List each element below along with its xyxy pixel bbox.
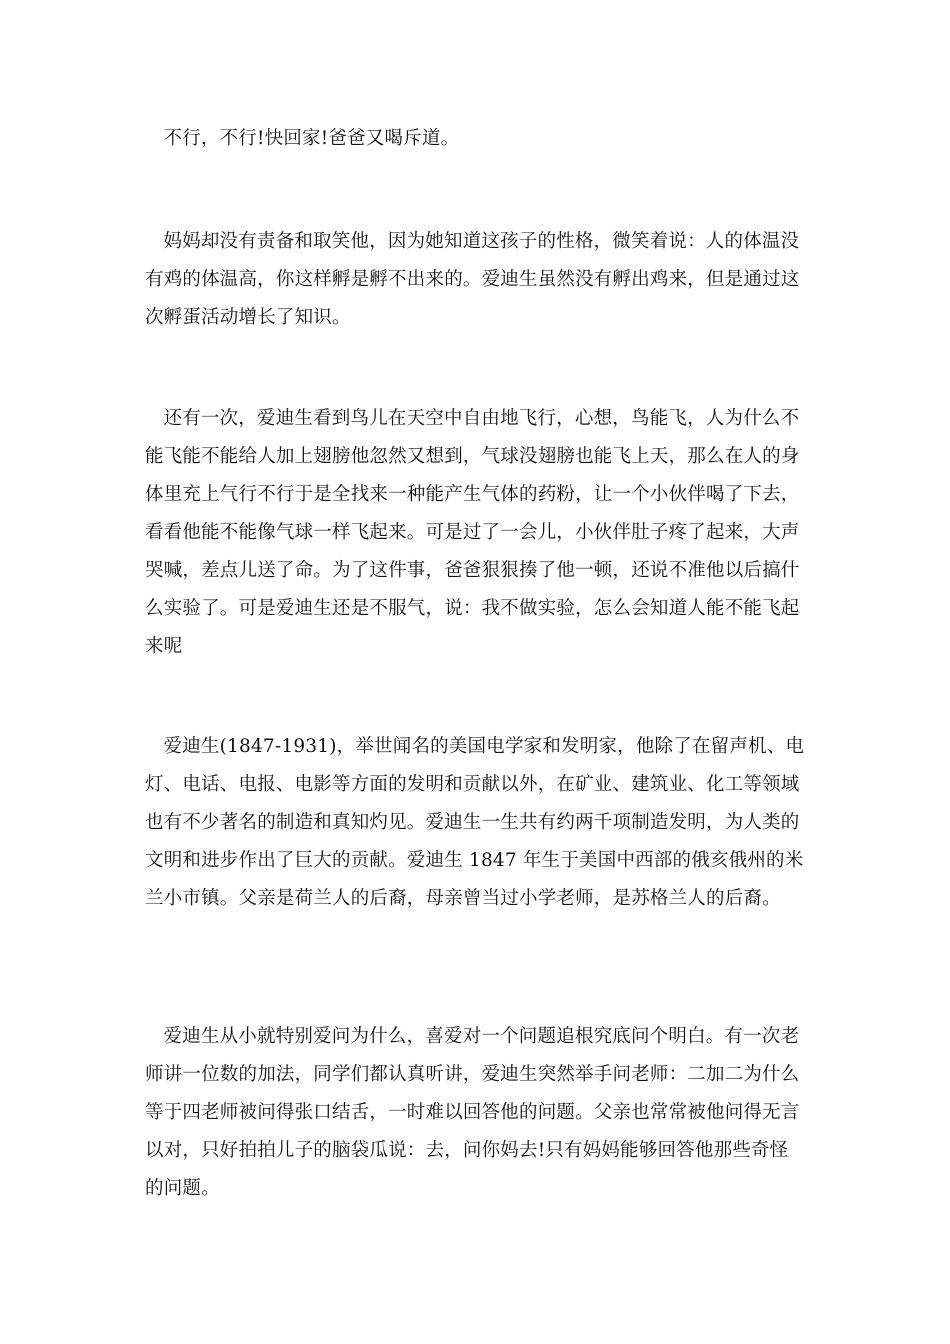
paragraph-flying-experiment: 还有一次，爱迪生看到鸟儿在天空中自由地飞行，心想，鸟能飞，人为什么不能飞能不能给人加上翅膀他忽然又想到，气球没翅膀也能飞上天，那么在人的身体里充上气行不行于是全找来一种能产生气体的药粉，让一个小伙伴喝了下去，看看他能不能像气球一样飞起来。可是过了一会儿，小伙伴肚子疼了起来，大声哭喊，差点儿送了命。为了这件事，爸爸狠狠揍了他一顿，还说不准他以后搞什么实验了。可是爱迪生还是不服气，说：我不做实验，怎么会知道人能不能飞起来呢	[145, 408, 800, 657]
paragraph-edison-biography: 爱迪生(1847-1931)，举世闻名的美国电学家和发明家，他除了在留声机、电灯、电话、电报、电影等方面的发明和贡献以外，在矿业、建筑业、化工等领域也有不少著名的制造和真知灼见。爱迪生一生共有约两千项制造发明，为人类的文明和进步作出了巨大的贡献。爱迪生 1847 年生于美国中西部的俄亥俄州的米兰小市镇。父亲是荷兰人的后裔，母亲曾当过小学老师，是苏格兰人的后裔。	[145, 736, 805, 909]
paragraph-mother-response: 妈妈却没有责备和取笑他，因为她知道这孩子的性格，微笑着说：人的体温没有鸡的体温高，你这样孵是孵不出来的。爱迪生虽然没有孵出鸡来，但是通过这次孵蛋活动增长了知识。	[145, 231, 800, 328]
paragraph-curious-childhood: 爱迪生从小就特别爱问为什么，喜爱对一个问题追根究底问个明白。有一次老师讲一位数的加法，同学们都认真听讲，爱迪生突然举手问老师：二加二为什么等于四老师被问得张口结舌，一时难以回答他的问题。父亲也常常被他问得无言以对，只好拍拍儿子的脑袋瓜说：去，问你妈去!只有妈妈能够回答他那些奇怪的问题。	[145, 1026, 800, 1199]
paragraph-scolding: 不行，不行!快回家!爸爸又喝斥道。	[163, 128, 460, 149]
